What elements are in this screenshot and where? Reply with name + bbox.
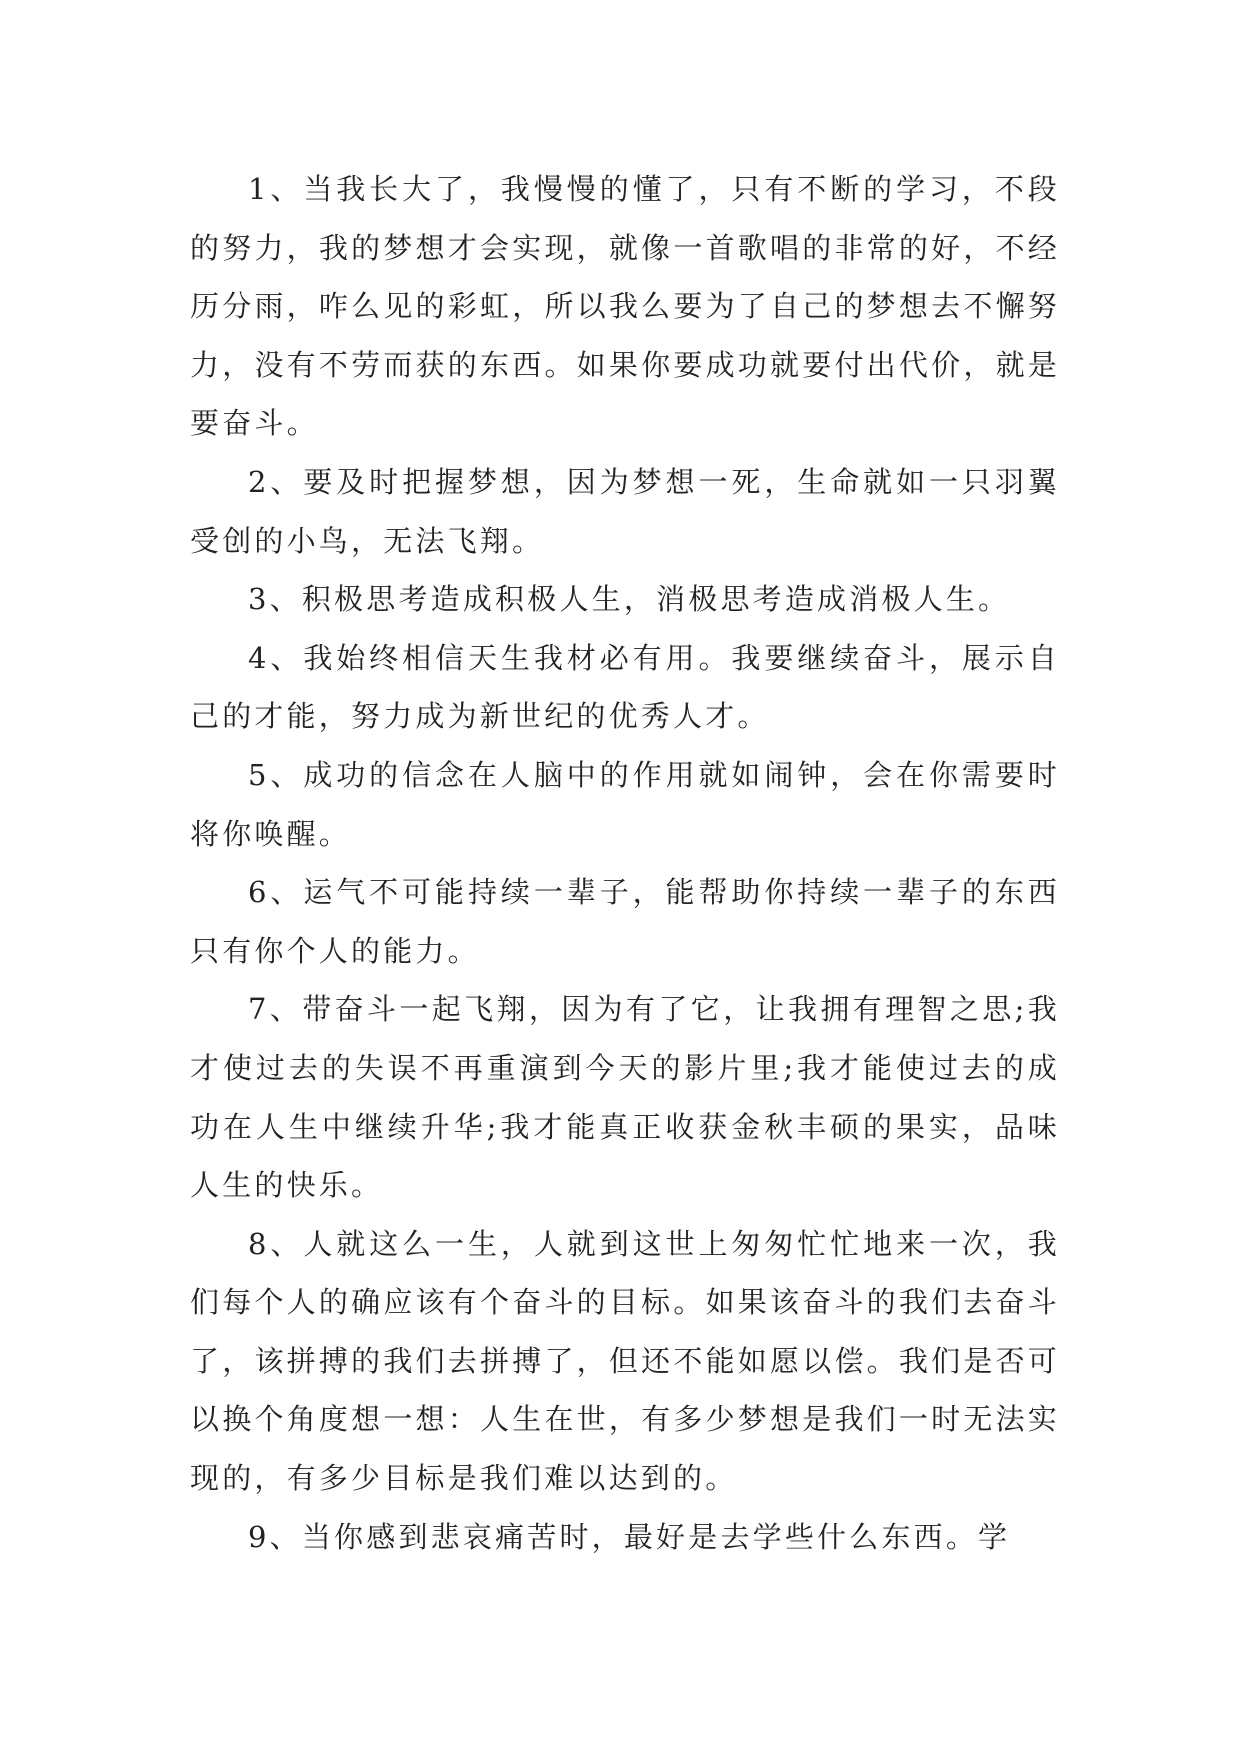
- paragraph-8: 8、人就这么一生，人就到这世上匆匆忙忙地来一次，我们每个人的确应该有个奋斗的目标。如果该奋斗的我们去奋斗了，该拼搏的我们去拼搏了，但还不能如愿以偿。我们是否可以换个角度想一想：人生在世，有多少梦想是我们一时无法实现的，有多少目标是我们难以达到的。: [190, 1226, 1060, 1496]
- paragraph-9: 9、当你感到悲哀痛苦时，最好是去学些什么东西。学: [248, 1519, 1011, 1554]
- paragraph-4: 4、我始终相信天生我材必有用。我要继续奋斗，展示自己的才能，努力成为新世纪的优秀人才。: [190, 640, 1060, 734]
- paragraph-7: 7、带奋斗一起飞翔，因为有了它，让我拥有理智之思;我才使过去的失误不再重演到今天的影片里;我才能使过去的成功在人生中继续升华;我才能真正收获金秋丰硕的果实，品味人生的快乐。: [190, 992, 1060, 1203]
- paragraph-6: 6、运气不可能持续一辈子，能帮助你持续一辈子的东西只有你个人的能力。: [190, 875, 1060, 968]
- document-body: [190, 160, 1060, 1566]
- paragraph-3: 3、积极思考造成积极人生，消极思考造成消极人生。: [248, 582, 1011, 617]
- paragraph-1: 1、当我长大了，我慢慢的懂了，只有不断的学习，不段的努力，我的梦想才会实现，就像一首歌唱的非常的好，不经历分雨，咋么见的彩虹，所以我么要为了自己的梦想去不懈努力，没有不劳而获的东西。如果你要成功就要付出代价，就是要奋斗。: [190, 172, 1060, 441]
- paragraph-5: 5、成功的信念在人脑中的作用就如闹钟，会在你需要时将你唤醒。: [190, 757, 1060, 851]
- paragraph-2: 2、要及时把握梦想，因为梦想一死，生命就如一只羽翼受创的小鸟，无法飞翔。: [190, 464, 1060, 558]
